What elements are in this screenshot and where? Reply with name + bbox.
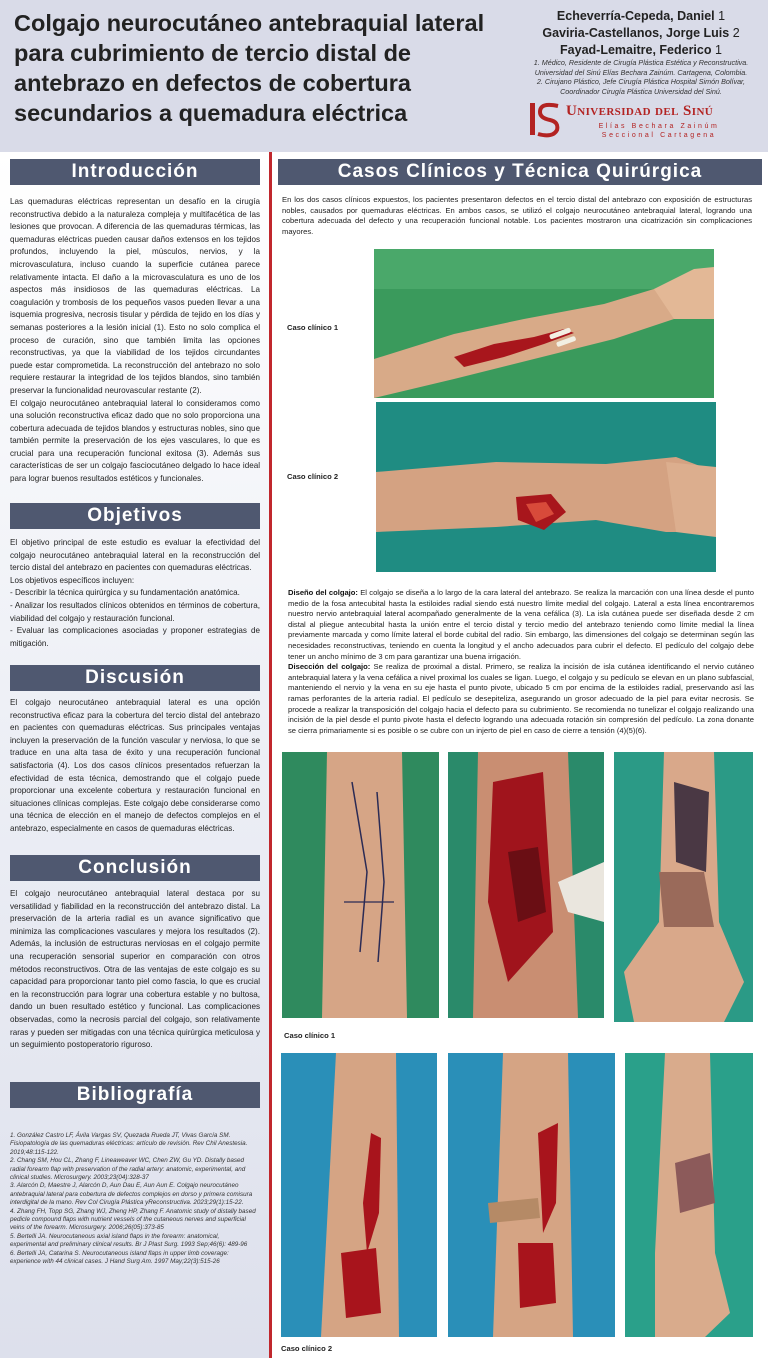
objetivos-item-2: - Analizar los resultados clínicos obtenidos en términos de cobertura, viabilidad del colgajo y restauración funcional.: [10, 600, 260, 623]
author-1: Echeverría-Cepeda, Daniel 1: [556, 9, 726, 23]
diseccion-paragraph: [288, 662, 754, 736]
section-heading-casos: Casos Clínicos y Técnica Quirúrgica: [278, 159, 762, 185]
affiliations: [518, 58, 764, 96]
caso-1-result-photo: [614, 752, 753, 1022]
introduccion-paragraph-1: Las quemaduras eléctricas representan un desafío en la cirugía reconstructiva debido a la naturaleza compleja y multifacética de las lesiones que provocan. A diferencia de las quemaduras térmicas, las quemaduras eléctricas pueden causar daños extensos en los tejidos profundos, incluyendo la piel, músculos, nervios, y la microvasculatura, incluso cuando la superficie cutánea parece relativamente intacta. El daño a la microvasculatura es uno de los aspectos más insidiosos de las quemaduras eléctricas. La coagulación y trombosis de los pequeños vasos pueden llevar a una isquemia progresiva, necrosis tisular y pérdida de tejido en los días y semanas posteriores a la lesión inicial (1). Esto no solo complica el proceso de curación, sino que también limita las opciones reconstructivas, ya que la viabilidad de los tejidos circundantes puede estar comprometida. La reconstrucción del antebrazo no solo requiere restaurar la integridad de los tejidos blandos, sino también preservar la funcionalidad neurovascular restante (2).: [10, 197, 260, 395]
bibliografia-list: [10, 1132, 256, 1267]
diseno-paragraph: [288, 588, 754, 662]
poster-header: [0, 0, 768, 152]
section-heading-introduccion: Introducción: [10, 159, 260, 185]
objetivos-intro: El objetivo principal de este estudio es evaluar la efectividad del colgajo neurocutáneo antebraquial lateral en la reconstrucción del tercio distal del antebrazo en pacientes con quemaduras eléctricas.: [10, 538, 260, 573]
reference-3: 3. Alarcón D, Maestre J, Alarcón D, Aun Dau E, Aun Aun E. Colgajo neurocutáneo antebraquial lateral para cobertura de defectos complejos en dorso y primera comisura interdigital de la mano. Rev Col Cirugía Plástica yReconstructiva. 2023;29(1):15-22.: [10, 1182, 253, 1207]
gallery-caso-2-label: Caso clínico 2: [281, 1344, 333, 1353]
discusion-text: El colgajo neurocutáneo antebraquial lateral es una opción reconstructiva eficaz para la cobertura del tercio distal del antebrazo en pacientes con quemaduras eléctricas. Sus principales ventajas incluyen la preservación de la función vascular y nerviosa, lo que se traduce en una alta tasa de éxito y una recuperación funcional satisfactoria (4). Los dos casos clínicos presentados refuerzan la efectividad de esta técnica, demostrando que el colgajo puede proporcionar una excelente cobertura y restauración funcional en situaciones clínicas complejas. Este colgajo debe considerarse como una técnica de elección en el manejo de defectos complejos en el antebrazo, especialmente en casos de quemaduras eléctricas.: [10, 698, 260, 833]
section-heading-bibliografia: Bibliografía: [10, 1082, 260, 1108]
affiliation-1: 1. Médico, Residente de Cirugía Plástica Estética y Reconstructiva. Universidad del Sinú Elías Bechara Zainúm. Cartagena, Colombia.: [533, 58, 749, 77]
objetivos-item-3: - Evaluar las complicaciones asociadas y proponer estrategias de mitigación.: [10, 626, 260, 648]
caso-2-preop-photo: [376, 402, 716, 572]
author-2: Gaviria-Castellanos, Jorge Luis 2: [542, 26, 740, 40]
section-heading-discusion: Discusión: [10, 665, 260, 691]
caso-2-design-photo: [281, 1053, 437, 1337]
gallery-caso-1-label: Caso clínico 1: [284, 1031, 336, 1040]
conclusion-text: El colgajo neurocutáneo antebraquial lateral destaca por su versatilidad y fiabilidad en la reconstrucción del antebrazo distal. La preservación de la arteria radial es un avance significativo que minimiza las complicaciones vasculares y mejora los resultados (2). Además, la inclusión de estructuras nerviosas en el colgajo permite una recuperación sensorial superior en comparación con otros métodos reconstructivos. Otra de las ventajas de este colgajo es su capacidad para proporcionar tanto piel como fascia, lo que es crucial en la reconstrucción para lograr una cobertura estable y no bultosa, dando un buen resultado estético y funcional. Las complicaciones observadas, como la necrosis parcial del colgajo, son relativamente raras y pueden ser mitigadas con una técnica quirúrgica meticulosa y un seguimiento postoperatorio riguroso.: [10, 889, 260, 1050]
tecnica-text: [288, 588, 754, 736]
section-heading-conclusion: Conclusión: [10, 855, 260, 881]
caso-1-dissection-photo: [448, 752, 604, 1018]
caso-1-design-photo: [282, 752, 439, 1018]
reference-6: 6. Bertelli JA, Catarina S. Neurocutaneous island flaps in upper limb coverage: experience with 44 clinical cases. J Hand Surg Am. 1997 May;22(3):515-26: [10, 1249, 229, 1266]
caso-2-result-photo: [625, 1053, 753, 1337]
objetivos-lead: Los objetivos específicos incluyen:: [10, 575, 135, 585]
university-logo-icon: [528, 100, 562, 138]
affiliation-2: 2. Cirujano Plástico, Jefe Cirugía Plástica Hospital Simón Bolívar, Coordinador Cirugía Plástica Universidad del Sinú.: [536, 77, 746, 96]
caso-2-dissection-photo: [448, 1053, 615, 1337]
author-3: Fayad-Lemaitre, Federico 1: [560, 43, 722, 57]
diseno-label: Diseño del colgajo:: [288, 588, 358, 597]
caso-1-label: Caso clínico 1: [287, 323, 339, 332]
diseno-text: El colgajo se diseña a lo largo de la cara lateral del antebrazo. Se realiza la marcación con una línea desde el punto medio de la fosa antecubital hasta la estiloides radial siendo está nuestro límite medial del colgajo. Lateral a esta línea encontraremos nuestro nervio antebraquial lateral acompañado generalmente de la vena cefálica (3). La isla cutánea puede ser diseñada desde 2 cm distal al pliegue antecubital hasta la unión entre el tercio distal y tercio medio del antebrazo teniendo como límite medial la línea previamente marcada y como límite lateral el borde cubital del radio. Sin embargo, las dimensiones del colgajo se determinan según las necesidades reconstructivas, teniendo en cuenta la longitud y el ancho adecuados para cubrir el defecto. El pedículo del colgajo debe tener un ancho mínimo de 3 cm para garantizar una buena irrigación.: [288, 588, 755, 661]
introduccion-paragraph-2: El colgajo neurocutáneo antebraquial lateral lo consideramos como una solución reconstructiva eficaz dado que no solo proporciona una cobertura adecuada de tejidos blandos y estructuras nobles, sino que también permite la preservación de los ejes vasculares, lo que es crucial para una recuperación funcional exitosa (3). Además sus características de ser un colgajo fasciocutáneo delgado lo hace ideal para lograr buenos resultados estéticos y funcionales.: [10, 398, 260, 484]
reference-2: 2. Chang SM, Hou CL, Zhang F, Lineaweaver WC, Chen ZW, Gu YD. Distally based radial forearm flap with preservation of the radial artery: anatomic, experimental, and clinical studies. Microsurgery. 2003;23(04):328-37: [10, 1157, 246, 1182]
caso-2-label: Caso clínico 2: [287, 472, 339, 481]
author-list: [518, 8, 764, 59]
section-heading-objetivos: Objetivos: [10, 503, 260, 529]
objetivos-text: [10, 537, 260, 650]
diseccion-label: Disección del colgajo:: [288, 662, 371, 672]
poster-title: Colgajo neurocutáneo antebraquial lateral para cubrimiento de tercio distal de antebrazo en defectos de cobertura secundarios a quemadura eléctrica: [14, 10, 485, 126]
caso-1-preop-photo: [374, 249, 714, 398]
reference-1: 1. González Castro LF, Ávila Vargas SV, Quezada Rueda JT, Vivas García SM. Fisiopatología de las quemaduras eléctricas: artículo de revisión. Rev Chil Anestesia. 2019;48:115-122.: [10, 1132, 248, 1156]
introduccion-text: [10, 196, 260, 486]
objetivos-item-1: - Describir la técnica quirúrgica y su fundamentación anatómica.: [10, 588, 240, 598]
reference-4: 4. Zhang FH, Topp SG, Zhang WJ, Zheng HP, Zhang F. Anatomic study of distally based pedicle compound flaps with nutrient vessels of the cutaneous nerves and superficial veins of the forearm. Microsurgery. 2006;26(05):373-85: [10, 1207, 256, 1232]
university-subtitle: Elías Bechara Zainúm Seccional Cartagena: [598, 123, 720, 139]
reference-5: 5. Bertelli JA. Neurocutaneous axial island flaps in the forearm: anatomical, experimental and preliminary clinical results. Br J Plast Surg. 1993 Sep;46(6): 489-96: [10, 1232, 248, 1249]
university-logo: [528, 100, 758, 144]
casos-intro-text: En los dos casos clínicos expuestos, los pacientes presentaron defectos en el tercio distal del antebrazo con exposición de estructuras nobles, causados por quemaduras eléctricas. En ambos casos, se utilizó el colgajo neurocutáneo antebraquial lateral, logrando una cobertura adecuada del defecto y una recuperación funcional notable. Los pacientes mostraron una cicatrización sin complicaciones mayores.: [282, 195, 752, 236]
university-name: Universidad del Sinú: [566, 103, 714, 119]
diseccion-text: Se realiza de proximal a distal. Primero, se realiza la incisión de isla cutánea identificando el nervio cutáneo antebraquial latera y la vena cefálica a nivel proximal los cuales se ligan. Luego, el colgajo y su pedículo se elevan en un plano subfascial, manteniendo el nervio y la vena en su eje hasta el punto pivote, ubicado 5 cm por encima de la estiloides radial, preservando así las ramas perforantes de la arteria radial. El pedículo se desepiteliza, asegurando un grosor adecuado de la piel para evitar necrosis. Se procede a realizar la transposición del colgajo hacia el defecto para su cubrimiento. Se recomienda no tunelizar el colgajo realizando una incisión de la piel desde el punto pivote hasta el defecto logrando una adecuada rotación sin compresión del pedículo. La zona donante se cierra primariamente si es posible o se cubre con un injerto de piel en caso de cierre a tensión (4)(5)(6).: [288, 662, 754, 735]
